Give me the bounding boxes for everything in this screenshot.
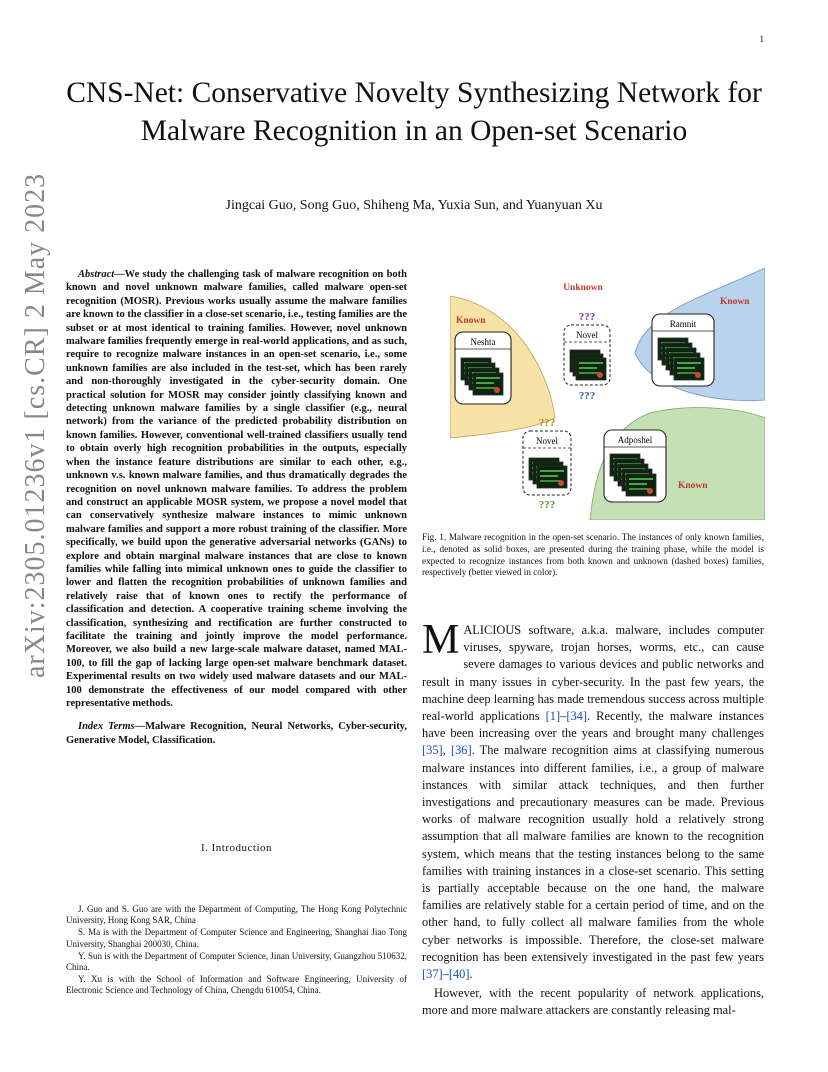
family-label-novel-2: Novel — [536, 436, 558, 446]
family-label-neshta: Neshta — [470, 337, 496, 347]
citation-link[interactable]: [35] — [422, 743, 443, 758]
footnote: Y. Xu is with the School of Information and Software Engineering, University of Electronic Science and Technology of China, Chengdu 610054, China. — [66, 974, 407, 996]
citation-link[interactable]: [36] — [450, 743, 472, 758]
left-column — [66, 268, 407, 747]
figure-open-set-diagram — [450, 268, 765, 520]
abstract-text: —We study the challenging task of malware recognition on both known and novel unknown malware families, called malware open-set recognition (MOSR). Previous works usually assume the malware families are known to the classifier in a close-set scenario, i.e., testing families are the subset or at most identical to training families. However, novel unknown malware families frequently emerge in real-world applications, and as such, require to recognize malware instances in an open-set scenario, i.e., some unknown families are also included in the test-set, which has been rarely and non-thoroughly investigated in the cyber-security domain. One practical solution for MOSR may consider jointly classifying known and detecting unknown malware families by a single classifier (e.g., neural network) from the variance of the predicted probability distribution on known families. However, conventional well-trained classifiers usually tend to obtain overly high recognition probabilities in the outputs, especially when the instance feature distributions are similar to each other, e.g., unknown v.s. known malware families, and thus dramatically degrades the recognition on novel unknown malware families. To address the problem and construct an applicable MOSR system, we propose a novel model that can conservatively synthesize malware instances to mimic unknown malware families and support a more robust training of the classifier. More specifically, we build upon the generative adversarial networks (GANs) to explore and obtain marginal malware instances that are close to known families while falling into mimical unknown ones to guide the classifier to lower and flatten the recognition probabilities of unknown families and relatively raise that of known ones to rectify the performance of classification and detection. A cooperative training scheme involving the classification, synthesizing and rectification are further constructed to facilitate the training and jointly improve the model performance. Moreover, we also build a new large-scale malware dataset, named MAL-100, to fill the gap of lacking large open-set malware benchmark dataset. Experimental results on two widely used malware datasets and our MAL-100 demonstrate the effectiveness of our model compared with other representative methods. — [66, 269, 407, 709]
footnote: Y. Sun is with the Department of Computer Science, Jinan University, Guangzhou 510632, China. — [66, 950, 407, 973]
index-terms-label: Index Terms — [78, 721, 135, 733]
family-box-novel-bottom — [523, 417, 571, 511]
footnote: J. Guo and S. Guo are with the Department of Computing, The Hong Kong Polytechnic University, Hong Kong SAR, China — [66, 904, 407, 926]
question-marks-top: ??? — [578, 311, 596, 323]
figure-caption: Fig. 1. Malware recognition in the open-set scenario. The instances of only known families, i.e., denoted as solid boxes, are presented during the training phase, while the model is expected to recognize instances from both known and unknown (dashed boxes) families, respectively (better viewed in color). — [422, 532, 764, 578]
intro-paragraph-2: However, with the recent popularity of network applications, more and more malware attackers are constantly releasing mal- — [422, 986, 764, 1018]
unknown-label: Unknown — [563, 283, 603, 293]
family-label-adposhel: Adposhel — [617, 435, 653, 445]
index-terms-text: —Malware Recognition, Neural Networks, Cyber-security, Generative Model, Classification. — [66, 721, 407, 746]
paper-authors: Jingcai Guo, Song Guo, Shiheng Ma, Yuxia Sun, and Yuanyuan Xu — [225, 198, 603, 213]
abstract — [66, 268, 407, 710]
family-box-ramnit — [652, 314, 714, 386]
family-box-novel-top — [564, 311, 610, 402]
intro-paragraph-1: MALICIOUS software, a.k.a. malware, includes computer viruses, spyware, trojan horses, worms, etc., can cause severe damages to various devices and public networks and result in many issues in cyber-security. In the past few years, the machine deep learning has made tremendous success across multiple real-world applications [1]–[34]. Recently, the malware instances have been increasing over the years and brought many challenges [35], [36]. The malware recognition aims at classifying numerous malware instances into different families, i.e., a group of malware instances with similar attack techniques, and then further investigations and precautionary measures can be made. Previous works of malware recognition usually hold a relatively strong assumption that all malware families are known to the recognition system, which means that the testing instances belong to the same families with training instances in a close-set scenario. This setting is partially acceptable because on the one hand, the malware families are relatively stable for a certain period of time, and on the other hand, to fully collect all malware families from the whole cyber networks is impossible. Therefore, the close-set malware recognition has been extensively investigated in the past few years [37]–[40]. — [422, 617, 765, 982]
family-box-neshta — [455, 332, 511, 404]
author-footnotes — [66, 904, 407, 998]
arxiv-identifier: arXiv:2305.01236v1 [cs.CR] 2 May 2023 — [20, 172, 51, 678]
question-marks-top-bottom: ??? — [578, 390, 596, 402]
footnote: S. Ma is with the Department of Computer Science and Engineering, Shanghai Jiao Tong University, Shanghai 200030, China. — [66, 927, 407, 949]
family-label-ramnit: Ramnit — [669, 319, 697, 329]
citation-link[interactable]: [37] — [422, 967, 443, 982]
known-label-left: Known — [456, 316, 486, 326]
citation-link[interactable]: [34] — [566, 709, 587, 724]
page-number: 1 — [759, 34, 764, 44]
question-marks-bottom: ??? — [538, 499, 556, 511]
paper-title: CNS-Net: Conservative Novelty Synthesizing Network for Malware Recognition in an Open-set Scenario — [66, 77, 762, 147]
family-box-adposhel — [604, 430, 666, 502]
known-label-bottom: Known — [678, 481, 708, 491]
citation-link[interactable]: [1] — [545, 709, 561, 724]
citation-link[interactable]: [40] — [448, 967, 470, 982]
dropcap: M — [422, 617, 460, 663]
index-terms — [66, 720, 407, 747]
family-label-novel: Novel — [576, 330, 598, 340]
question-marks-bottom-top: ??? — [538, 417, 556, 429]
known-label-right: Known — [720, 297, 750, 307]
introduction-body — [422, 617, 765, 1020]
abstract-label: Abstract — [78, 269, 115, 280]
section-heading-introduction: I. Introduction — [200, 842, 273, 854]
